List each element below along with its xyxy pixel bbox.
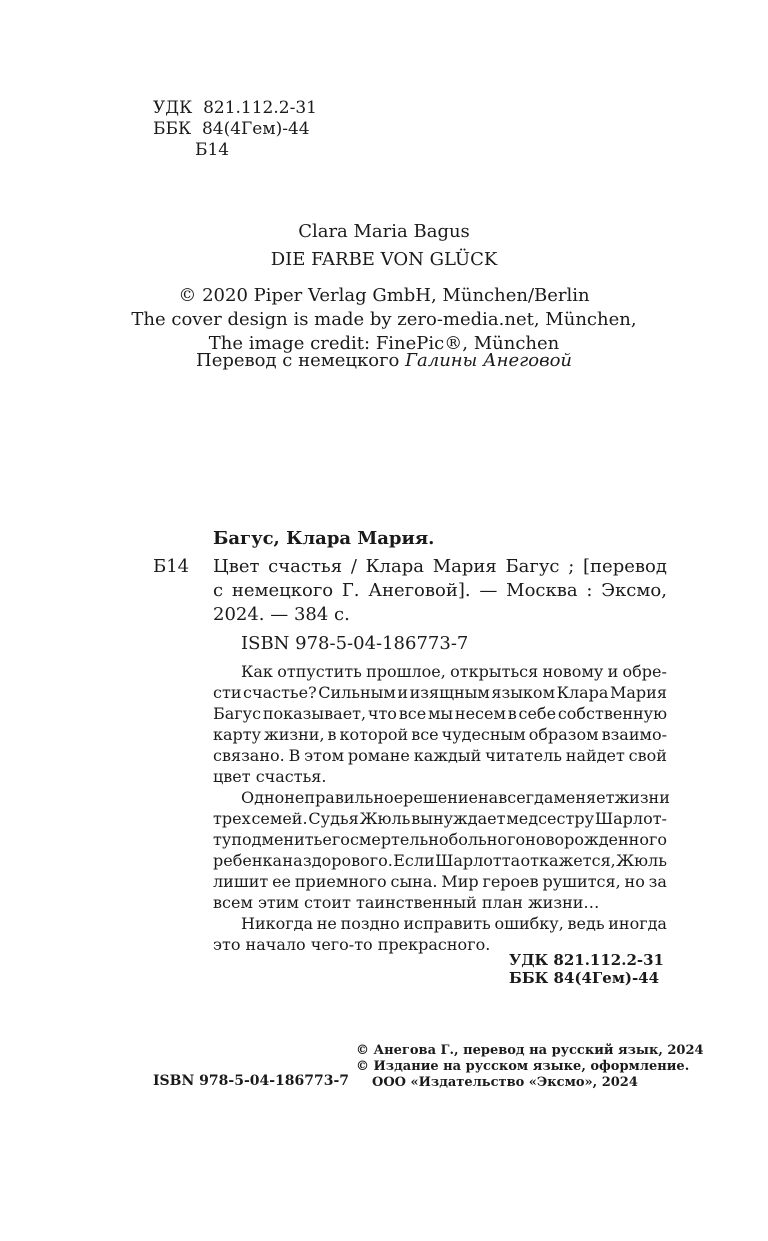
annotation-line [213, 766, 667, 787]
word: и [397, 683, 409, 702]
original-credits [0, 218, 768, 274]
word: изящным [409, 683, 490, 702]
copyright-translation: © Анегова Г., перевод на русский язык, 2024 [356, 1043, 704, 1058]
word: ; [568, 556, 575, 577]
word: новому [542, 662, 604, 681]
word: обре- [622, 662, 667, 681]
classification-block [153, 98, 317, 161]
word: Клара [365, 556, 424, 577]
bbk-code: ББК 84(4Гем)-44 [153, 119, 310, 139]
annotation-line [213, 661, 667, 682]
footer-isbn: ISBN 978-5-04-186773-7 [153, 1073, 350, 1089]
rights-block [0, 284, 768, 356]
word: но [624, 872, 645, 891]
word: Жюль [616, 851, 667, 870]
word: себе [518, 704, 557, 723]
annotation-line [213, 703, 667, 724]
word: связано. [213, 746, 285, 765]
word: которой [339, 725, 409, 744]
footer-bbk: ББК 84(4Гем)-44 [509, 969, 660, 987]
word: в [507, 704, 517, 723]
cover-credit: The cover design is made by zero-media.net, München, [131, 309, 637, 330]
word: Шарлот- [594, 809, 667, 828]
word: ребенка [213, 851, 283, 870]
word: ее [272, 872, 291, 891]
word: чудесным [441, 725, 526, 744]
word: образом [528, 725, 599, 744]
word: Анеговой]. [368, 580, 471, 601]
word: Багус [213, 704, 262, 723]
word: лишит [213, 872, 269, 891]
word: мы [427, 704, 454, 723]
word: вынуждает [411, 809, 506, 828]
word: все [411, 725, 439, 744]
word: Мария [432, 556, 497, 577]
word: языком [491, 683, 556, 702]
text-fragment: цвет счастья. [213, 767, 327, 786]
translation-prefix: Перевод с немецкого [196, 350, 400, 371]
word: ошибку, [494, 914, 564, 933]
record-code: Б14 [153, 556, 190, 577]
description-line [213, 603, 667, 627]
word: отпустить [277, 662, 362, 681]
word: Цвет [213, 556, 260, 577]
word: решение [403, 788, 479, 807]
word: открыться [450, 662, 539, 681]
word: Шарлотта [435, 851, 521, 870]
word: ведь [567, 914, 605, 933]
word: карту [213, 725, 262, 744]
word: навсегда [478, 788, 554, 807]
word: Мария [609, 683, 667, 702]
annotation-line [213, 871, 667, 892]
word: немецкого [231, 580, 334, 601]
word: несем [454, 704, 506, 723]
word: рушится, [542, 872, 621, 891]
image-credit: The image credit: FinePic®, München [208, 333, 560, 354]
word: Эксмо, [601, 580, 667, 601]
word: героев [482, 872, 539, 891]
word: иногда [608, 914, 667, 933]
word: Клара [556, 683, 609, 702]
word: [перевод [583, 556, 667, 577]
word: не [316, 914, 337, 933]
word: взаимо- [601, 725, 667, 744]
word: жизни, [264, 725, 325, 744]
word: семей. [251, 809, 308, 828]
word: Никогда [241, 914, 314, 933]
translation-credit [0, 348, 768, 374]
word: неправильное [284, 788, 404, 807]
text-fragment: это начало чего-то прекрасного. [213, 935, 491, 954]
udk-code: УДК 821.112.2-31 [153, 98, 317, 118]
word: показывает, [262, 704, 367, 723]
word: Одно [241, 788, 285, 807]
word: читатель [485, 746, 562, 765]
copyright-block [356, 1043, 704, 1091]
word: что [367, 704, 397, 723]
footer-udk: УДК 821.112.2-31 [509, 951, 664, 969]
description-line [213, 579, 667, 603]
word: Мир [441, 872, 479, 891]
annotation-line [213, 808, 667, 829]
word: счастье? [243, 683, 317, 702]
word: на [282, 851, 303, 870]
word: смертельно [349, 830, 449, 849]
word: найдет [565, 746, 625, 765]
word: жизни [614, 788, 670, 807]
word: этом [304, 746, 345, 765]
word: в [327, 725, 337, 744]
word: Москва [506, 580, 578, 601]
word: счастья [268, 556, 343, 577]
original-author: Clara Maria Bagus [298, 221, 470, 242]
word: прошлое, [366, 662, 446, 681]
copyright-publisher: ООО «Издательство «Эксмо», 2024 [372, 1075, 638, 1090]
annotation-line [213, 745, 667, 766]
word: романе [347, 746, 410, 765]
original-title: DIE FARBE VON GLÜCK [270, 249, 498, 270]
annotation-line [213, 913, 667, 934]
record-isbn: ISBN 978-5-04-186773-7 [241, 633, 469, 654]
word: новорожденного [525, 830, 667, 849]
word: ту [213, 830, 232, 849]
bibliographic-description [213, 555, 667, 627]
word: больного [448, 830, 526, 849]
word: В [288, 746, 301, 765]
word: : [586, 580, 593, 601]
word: поздно [340, 914, 400, 933]
word: Багус [505, 556, 560, 577]
annotation-line [213, 829, 667, 850]
word: исправить [403, 914, 491, 933]
word: за [648, 872, 667, 891]
word: Как [241, 662, 273, 681]
footer-classification [509, 951, 664, 987]
word: медсестру [506, 809, 594, 828]
word: меняет [553, 788, 615, 807]
word: сына. [390, 872, 438, 891]
word: его [322, 830, 350, 849]
word: — [479, 580, 498, 601]
word: сти [213, 683, 242, 702]
copyright-edition: © Издание на русском языке, оформление. [356, 1059, 690, 1074]
word: Сильным [318, 683, 396, 702]
word: собственную [557, 704, 667, 723]
word: с [213, 580, 224, 601]
word: подменить [231, 830, 323, 849]
translator-name: Галины Анеговой [405, 350, 572, 371]
annotation-line [213, 682, 667, 703]
word: приемного [294, 872, 387, 891]
annotation-line [213, 787, 670, 808]
annotation-line [213, 892, 667, 913]
word: каждый [413, 746, 482, 765]
annotation-line [213, 850, 667, 871]
word: Г. [341, 580, 360, 601]
word: Если [393, 851, 435, 870]
description-line [213, 555, 667, 579]
word: трех [213, 809, 251, 828]
word: все [398, 704, 427, 723]
record-author: Багус, Клара Мария. [213, 528, 435, 549]
word: Жюль [359, 809, 411, 828]
annotation [213, 661, 670, 955]
annotation-line [213, 724, 667, 745]
word: / [350, 556, 357, 577]
word: здорового. [303, 851, 393, 870]
text-fragment: всем этим стоит таинственный план жизни… [213, 893, 600, 912]
author-mark: Б14 [195, 140, 230, 160]
word: Судья [308, 809, 359, 828]
original-copyright: © 2020 Piper Verlag GmbH, München/Berlin [178, 285, 590, 306]
word: и [607, 662, 619, 681]
word: откажется, [520, 851, 616, 870]
word: свой [628, 746, 667, 765]
text-fragment: 2024. — 384 с. [213, 604, 350, 625]
